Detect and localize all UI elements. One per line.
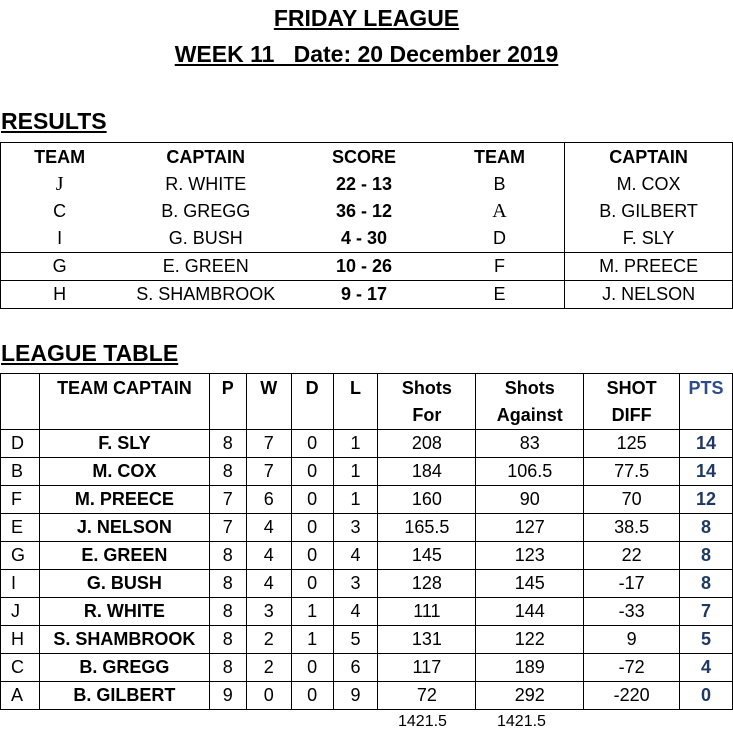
league-pts: 14 [680,458,733,486]
league-col-drawn: D [291,374,333,430]
league-shots-for: 160 [378,486,476,514]
league-drawn: 1 [291,598,333,626]
league-drawn: 0 [291,654,333,682]
page-subtitle: WEEK 11 Date: 20 December 2019 [174,41,559,67]
league-drawn: 1 [291,626,333,654]
league-col-won: W [246,374,291,430]
league-row [1,458,733,486]
results-col-captain2: CAPTAIN [565,143,733,172]
league-played: 9 [209,682,246,710]
results-row [1,225,733,253]
league-shots-against: 144 [476,598,584,626]
league-played: 8 [209,654,246,682]
league-played: 8 [209,542,246,570]
results-row [1,198,733,225]
result-team1: H [1,281,119,309]
league-drawn: 0 [291,486,333,514]
league-col-played: P [209,374,246,430]
league-shots-against: 123 [476,542,584,570]
league-captain: G. BUSH [39,570,209,598]
result-captain1: S. SHAMBROOK [118,281,293,309]
league-won: 7 [246,430,291,458]
league-row [1,514,733,542]
league-drawn: 0 [291,682,333,710]
league-pts: 0 [680,682,733,710]
league-row [1,626,733,654]
league-team: G [1,542,40,570]
results-col-score: SCORE [293,143,435,172]
league-pts: 7 [680,598,733,626]
results-col-team2: TEAM [435,143,565,172]
result-score: 36 - 12 [336,201,393,221]
league-team: D [1,430,40,458]
result-captain2: B. GILBERT [565,198,733,225]
league-captain: J. NELSON [39,514,209,542]
league-lost: 4 [333,542,378,570]
result-score: 9 - 17 [293,281,435,309]
league-row [1,682,733,710]
league-played: 8 [209,626,246,654]
result-captain2: M. COX [565,171,733,198]
league-won: 2 [246,626,291,654]
league-shots-against: 127 [476,514,584,542]
result-captain1: G. BUSH [168,228,243,248]
league-captain: F. SLY [39,430,209,458]
league-lost: 1 [333,430,378,458]
league-captain: B. GILBERT [39,682,209,710]
total-shots-for: 1421.5 [398,713,447,730]
result-captain1: E. GREEN [118,253,293,281]
league-lost: 5 [333,626,378,654]
league-col-pts: PTS [680,374,733,430]
total-shots-against: 1421.5 [497,713,546,730]
league-won: 4 [246,570,291,598]
league-row [1,598,733,626]
results-row [1,171,733,198]
league-pts: 8 [680,570,733,598]
results-table [0,142,733,309]
league-row [1,486,733,514]
league-won: 0 [246,682,291,710]
league-shots-against: 189 [476,654,584,682]
result-team2: A [492,200,507,222]
league-pts: 5 [680,626,733,654]
league-col-team [1,374,40,430]
league-drawn: 0 [291,514,333,542]
league-team: F [1,486,40,514]
shots-for-line1: Shots [401,378,452,398]
league-team: B [1,458,40,486]
league-shot-diff: 125 [584,430,680,458]
league-drawn: 0 [291,458,333,486]
league-drawn: 0 [291,570,333,598]
league-team: E [1,514,40,542]
league-col-shots-against [476,374,584,430]
league-shot-diff: -220 [584,682,680,710]
league-table-heading: LEAGUE TABLE [1,340,179,366]
results-col-captain1: CAPTAIN [118,143,293,172]
result-captain2: M. PREECE [565,253,733,281]
league-shots-against: 122 [476,626,584,654]
league-lost: 1 [333,458,378,486]
results-heading: RESULTS [1,108,107,134]
shots-against-line2: Against [496,405,563,425]
league-row [1,430,733,458]
league-team: J [1,598,40,626]
league-won: 7 [246,458,291,486]
league-shot-diff: -72 [584,654,680,682]
league-shots-against: 145 [476,570,584,598]
league-lost: 1 [333,486,378,514]
league-drawn: 0 [291,430,333,458]
result-team2: F [435,253,565,281]
league-header-row [1,374,733,430]
league-shots-against: 83 [476,430,584,458]
league-shots-for: 72 [378,682,476,710]
league-team: I [1,570,40,598]
league-col-shots-for [378,374,476,430]
league-played: 8 [209,430,246,458]
league-captain: S. SHAMBROOK [39,626,209,654]
results-col-team1: TEAM [1,143,119,172]
shots-against-line1: Shots [504,378,555,398]
shots-for-line2: For [412,405,442,425]
league-shot-diff: 22 [584,542,680,570]
shot-diff-line2: DIFF [611,405,652,425]
league-won: 4 [246,514,291,542]
league-shot-diff: -17 [584,570,680,598]
league-shots-for: 165.5 [378,514,476,542]
league-shots-for: 184 [378,458,476,486]
league-captain: R. WHITE [39,598,209,626]
league-pts: 4 [680,654,733,682]
league-col-shot-diff [584,374,680,430]
result-team2: E [435,281,565,309]
result-team2: D [493,228,507,248]
result-team1: C [1,198,119,225]
result-score: 4 - 30 [341,228,388,248]
league-won: 6 [246,486,291,514]
page-title: FRIDAY LEAGUE [273,5,460,31]
league-pts: 12 [680,486,733,514]
league-lost: 9 [333,682,378,710]
league-lost: 6 [333,654,378,682]
shot-diff-line1: SHOT [606,378,657,398]
league-shots-for: 145 [378,542,476,570]
league-pts: 14 [680,430,733,458]
results-row [1,281,733,309]
results-header-row [1,143,733,172]
league-played: 8 [209,458,246,486]
league-pts: 8 [680,542,733,570]
league-shots-for: 128 [378,570,476,598]
result-team1: I [1,225,119,253]
result-captain2: J. NELSON [565,281,733,309]
league-team: H [1,626,40,654]
result-score: 22 - 13 [336,174,393,194]
league-won: 4 [246,542,291,570]
league-team: A [1,682,40,710]
result-captain1: B. GREGG [161,201,251,221]
result-team2: B [493,174,506,194]
league-row [1,542,733,570]
league-shots-against: 106.5 [476,458,584,486]
league-col-lost: L [333,374,378,430]
league-shots-for: 111 [378,598,476,626]
result-captain2: F. SLY [565,225,733,253]
league-shot-diff: -33 [584,598,680,626]
league-shot-diff: 38.5 [584,514,680,542]
league-captain: M. COX [39,458,209,486]
league-table [0,373,733,710]
league-col-captain: TEAM CAPTAIN [39,374,209,430]
league-captain: M. PREECE [39,486,209,514]
league-lost: 3 [333,514,378,542]
league-played: 8 [209,570,246,598]
league-won: 3 [246,598,291,626]
result-team1: J [1,171,119,198]
league-lost: 3 [333,570,378,598]
results-row [1,253,733,281]
league-shots-against: 90 [476,486,584,514]
league-shots-for: 117 [378,654,476,682]
league-body [1,430,733,710]
league-pts: 8 [680,514,733,542]
league-shots-against: 292 [476,682,584,710]
result-captain1: R. WHITE [165,174,247,194]
league-played: 8 [209,598,246,626]
league-team: C [1,654,40,682]
league-shots-for: 131 [378,626,476,654]
league-captain: E. GREEN [39,542,209,570]
league-lost: 4 [333,598,378,626]
league-shots-for: 208 [378,430,476,458]
league-row [1,654,733,682]
league-shot-diff: 70 [584,486,680,514]
league-played: 7 [209,486,246,514]
league-row [1,570,733,598]
league-shot-diff: 9 [584,626,680,654]
league-shot-diff: 77.5 [584,458,680,486]
league-drawn: 0 [291,542,333,570]
result-score: 10 - 26 [293,253,435,281]
league-captain: B. GREGG [39,654,209,682]
result-team1: G [1,253,119,281]
league-played: 7 [209,514,246,542]
league-won: 2 [246,654,291,682]
